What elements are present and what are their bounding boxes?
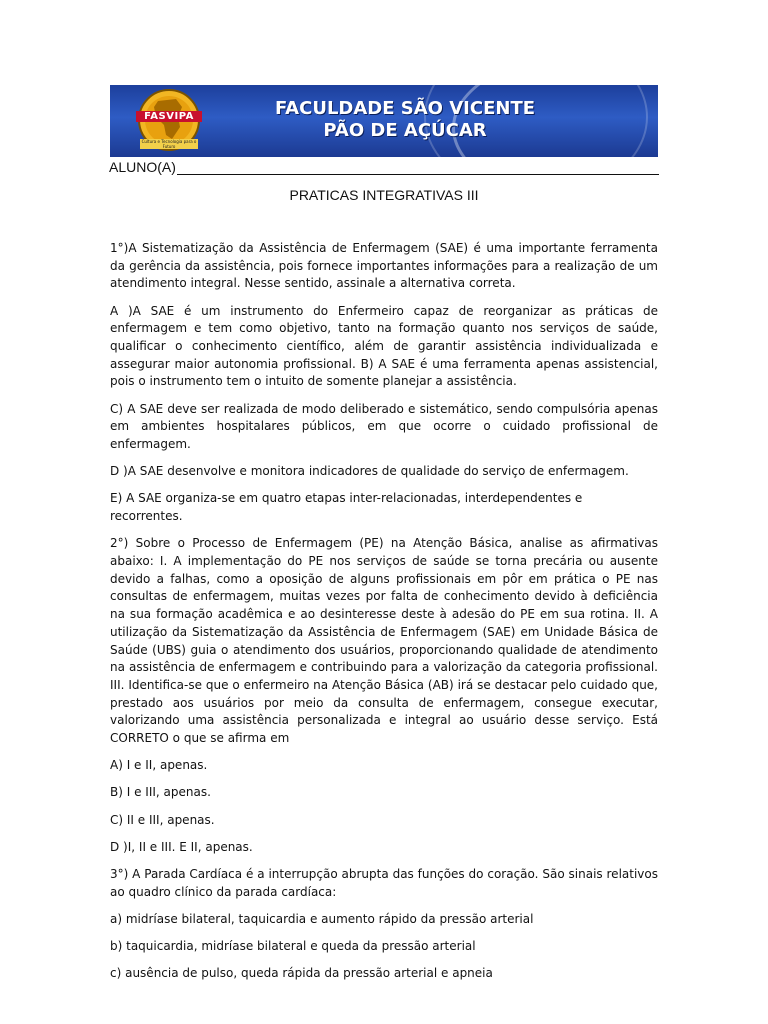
student-name-line xyxy=(177,160,659,175)
institution-name-line1: FACULDADE SÃO VICENTE xyxy=(274,98,536,119)
institution-name-line2: PÃO DE AÇÚCAR xyxy=(323,120,487,141)
question-1-statement: 1°)A Sistematização da Assistência de Enfermagem (SAE) é uma importante ferramenta da gerência da assistência, pois fornece importantes informações para a realização de um atendimento integral. Nesse sentido, assinale a alternativa correta. xyxy=(110,241,658,291)
question-3-option-a: a) midríase bilateral, taquicardia e aumento rápido da pressão arterial xyxy=(110,912,534,926)
document-title: PRATICAS INTEGRATIVAS III xyxy=(289,187,479,203)
student-name-field xyxy=(109,159,659,175)
question-2-option-d-e: D )I, II e III. E II, apenas. xyxy=(110,839,253,854)
fasvipa-logo xyxy=(136,87,202,153)
question-2-option-c: C) II e III, apenas. xyxy=(110,812,215,827)
logo-text: FASVIPA xyxy=(136,111,202,122)
question-1-option-e: E) A SAE organiza-se em quatro etapas inter-relacionadas, interdependentes e recorrentes. xyxy=(110,491,583,524)
question-2-option-a: A) I e II, apenas. xyxy=(110,758,208,773)
question-3-statement: 3°) A Parada Cardíaca é a interrupção abrupta das funções do coração. São sinais relativos ao quadro clínico da parada cardíaca: xyxy=(110,867,658,899)
student-label: ALUNO(A) xyxy=(109,159,176,175)
institution-name xyxy=(255,98,555,142)
question-1-option-d: D )A SAE desenvolve e monitora indicadores de qualidade do serviço de enfermagem. xyxy=(110,464,629,479)
question-2-option-b: B) I e III, apenas. xyxy=(110,785,211,800)
question-3-option-c: c) ausência de pulso, queda rápida da pressão arterial e apneia xyxy=(110,966,493,981)
question-1-options-a-b: A )A SAE é um instrumento do Enfermeiro capaz de reorganizar as práticas de enfermagem e tem como objetivo, tanto na formação quanto nos serviços de saúde, qualificar o conhecimento científico, além de garantir assistência individualizada e assegurar maior autonomia profissional. B) A SAE é uma ferramenta apenas assistencial, pois o instrumento tem o intuito de somente planejar a assistência. xyxy=(110,303,658,389)
header-banner xyxy=(110,85,658,157)
document-body xyxy=(110,240,658,993)
question-3-option-b: b) taquicardia, midríase bilateral e queda da pressão arterial xyxy=(110,939,476,954)
question-1-option-c: C) A SAE deve ser realizada de modo deliberado e sistemático, sendo compulsória apenas em ambientes hospitalares públicos, em que ocorre o cuidado profissional de enfermagem. xyxy=(110,401,658,452)
question-2-statement: 2°) Sobre o Processo de Enfermagem (PE) na Atenção Básica, analise as afirmativas abaixo: I. A implementação do PE nos serviços de saúde se torna precária ou ausente devido a falhas, como a oposição de alguns profissionais em pôr em prática o PE nas consultas de enfermagem, muitas vezes por falta de conhecimento devido à deficiência na sua formação acadêmica e ao desinteresse deste à adesão do PE em sua rotina. II. A utilização da Sistematização da Assistência de Enfermagem (SAE) em Unidade Básica de Saúde (UBS) guia o atendimento dos usuários, proporcionando qualidade de atendimento na assistência de enfermagem e contribuindo para a valorização da categoria profissional. III. Identifica-se que o enfermeiro na Atenção Básica (AB) irá se destacar pelo cuidado que, prestado aos usuários por meio da consulta de enfermagem, consegue executar, valorizando uma assistência personalizada e integral ao usuário desse serviço. Está CORRETO o que se afirma em xyxy=(110,536,658,746)
logo-motto: Cultura e Tecnologia para o Futuro xyxy=(141,139,197,149)
